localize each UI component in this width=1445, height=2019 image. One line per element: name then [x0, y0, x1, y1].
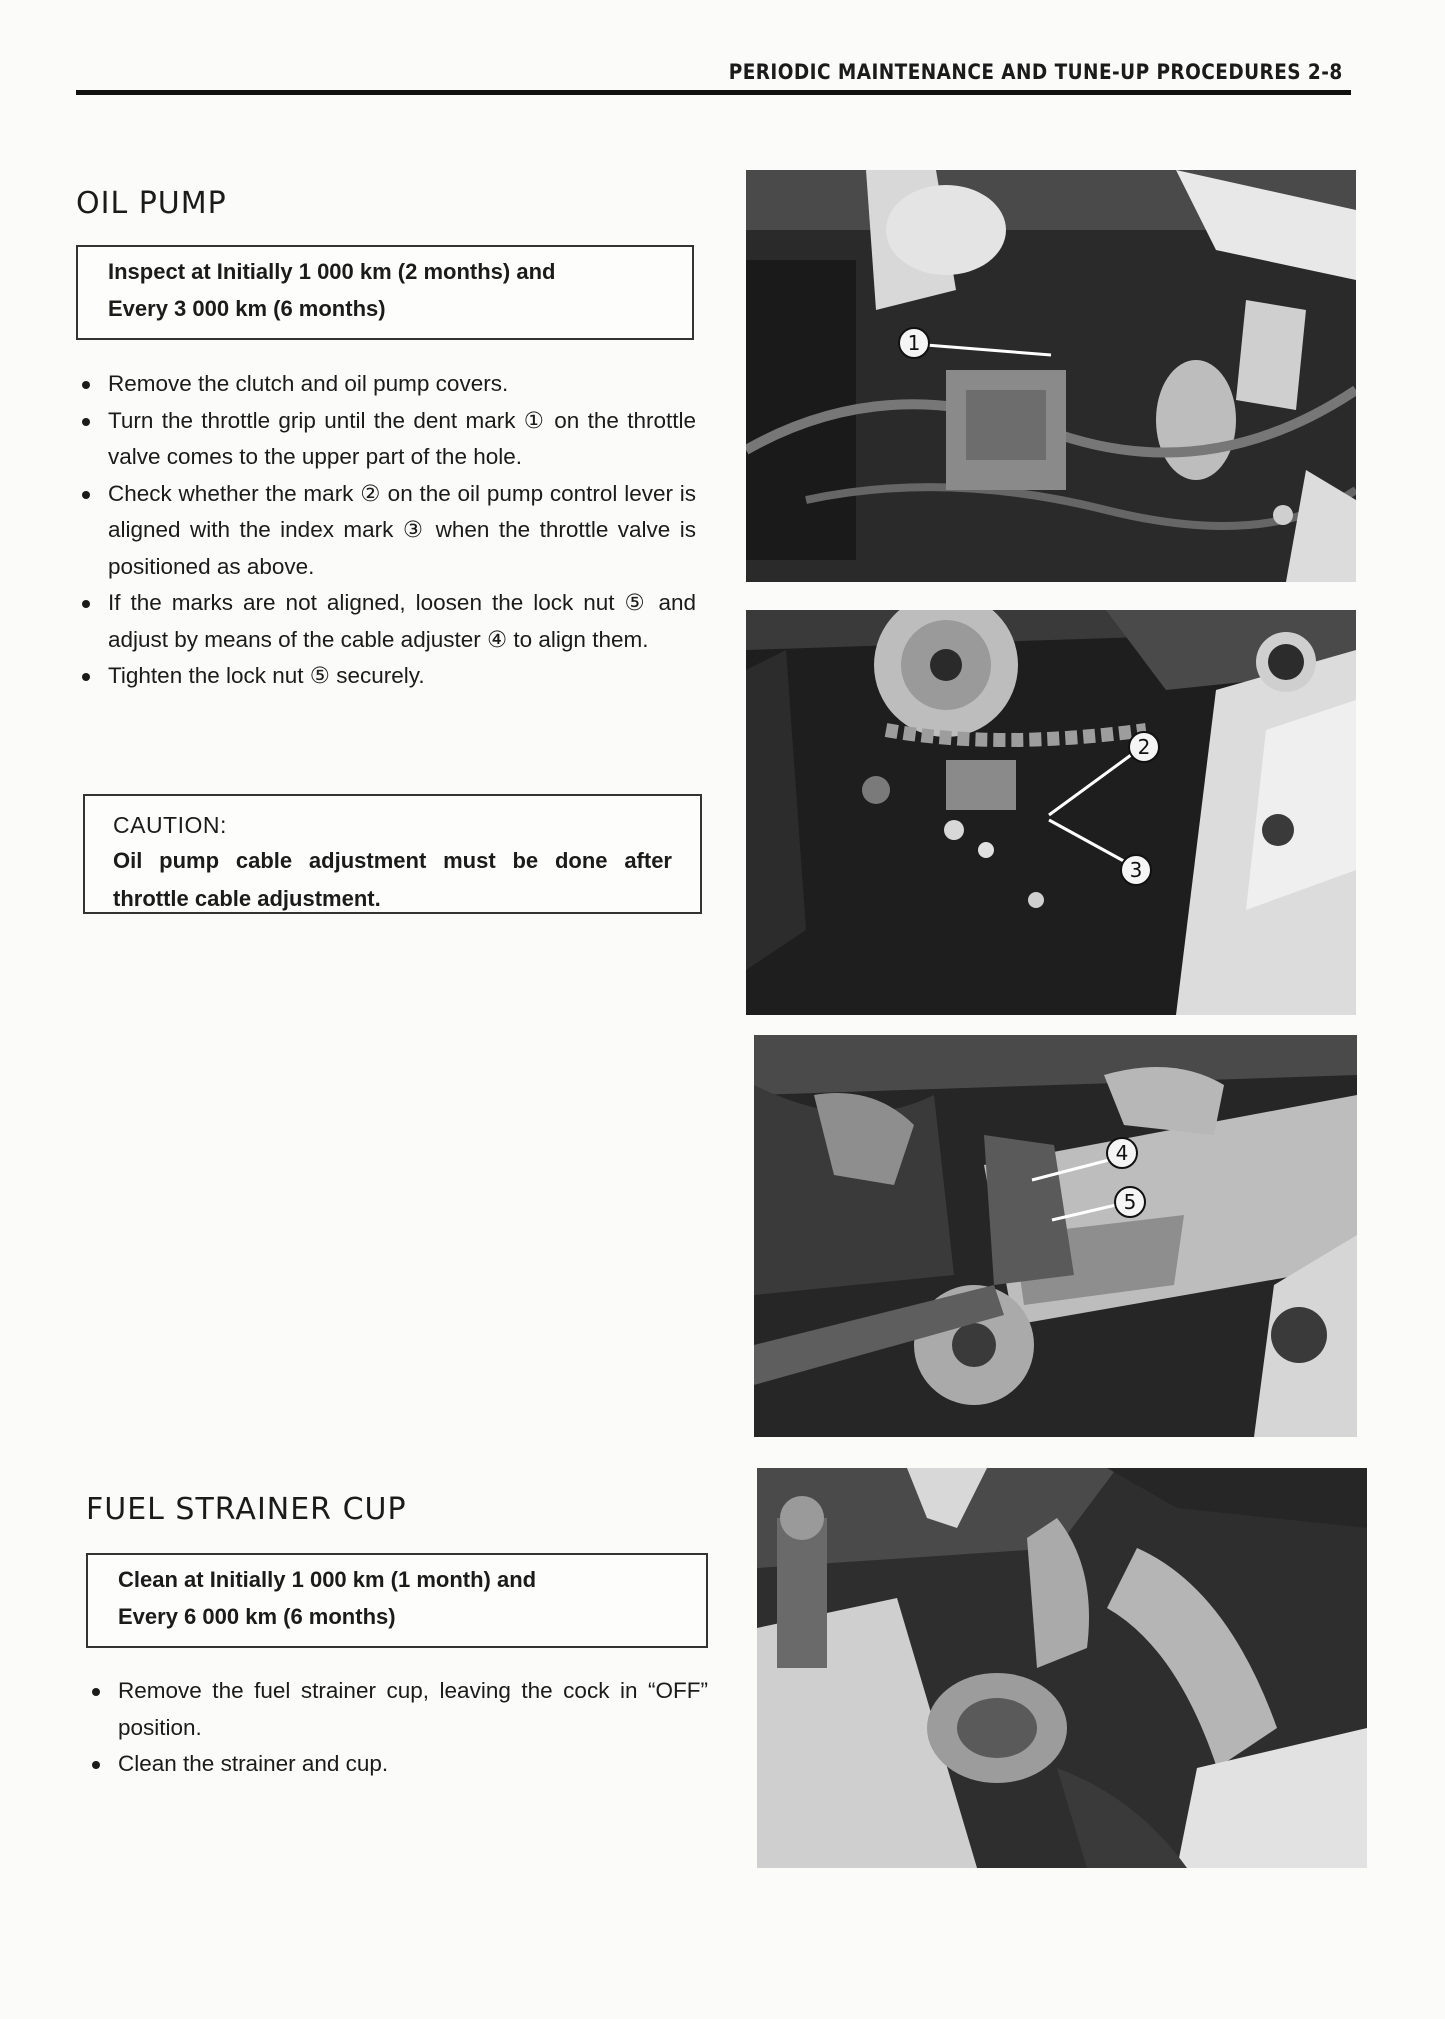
page-number: 2-8: [1308, 60, 1343, 84]
callout-4: 4: [1115, 1141, 1129, 1165]
photo-oil-pump-lever-image: [746, 610, 1356, 1015]
interval-line: Inspect at Initially 1 000 km (2 months) and: [108, 259, 556, 284]
callout-1: 1: [907, 331, 921, 355]
fuel-strainer-steps: [86, 1673, 708, 1783]
header-title: [729, 60, 1343, 84]
photo-fuel-strainer-image: [757, 1468, 1367, 1868]
callout-2: 2: [1137, 735, 1151, 759]
caution-text: Oil pump cable adjustment must be done after throttle cable adjustment.: [113, 848, 672, 911]
caution-box: [83, 794, 702, 914]
photo-oil-pump-lever: [746, 610, 1356, 1015]
step-item: Remove the fuel strainer cup, leaving the cock in “OFF” position.: [86, 1673, 708, 1746]
interval-line: Every 3 000 km (6 months): [108, 296, 386, 321]
photo-cable-adjuster-image: [754, 1035, 1357, 1437]
step-item: If the marks are not aligned, loosen the lock nut ⑤ and adjust by means of the cable adjuster ④ to align them.: [76, 585, 696, 658]
oil-pump-steps: [76, 366, 696, 695]
photo-throttle-valve-image: [746, 170, 1356, 582]
step-item: Check whether the mark ② on the oil pump control lever is aligned with the index mark ③ when the throttle valve is positioned as above.: [76, 476, 696, 586]
photo-throttle-valve: [746, 170, 1356, 582]
step-item: Clean the strainer and cup.: [86, 1746, 708, 1783]
interval-line: Every 6 000 km (6 months): [118, 1604, 396, 1629]
fuel-strainer-title: FUEL STRAINER CUP: [86, 1492, 407, 1527]
caution-title: CAUTION:: [113, 812, 227, 838]
callout-3: 3: [1129, 858, 1143, 882]
photo-fuel-strainer: [757, 1468, 1367, 1868]
interval-line: Clean at Initially 1 000 km (1 month) and: [118, 1567, 537, 1592]
header-title-text: PERIODIC MAINTENANCE AND TUNE-UP PROCEDURES: [729, 60, 1302, 84]
page-header: [76, 46, 1351, 95]
oil-pump-title: OIL PUMP: [76, 186, 227, 221]
step-item: Remove the clutch and oil pump covers.: [76, 366, 696, 403]
photo-cable-adjuster: [754, 1035, 1357, 1437]
step-item: Tighten the lock nut ⑤ securely.: [76, 658, 696, 695]
callout-5: 5: [1123, 1190, 1137, 1214]
oil-pump-interval-box: [76, 245, 694, 340]
fuel-strainer-interval-box: [86, 1553, 708, 1648]
step-item: Turn the throttle grip until the dent mark ① on the throttle valve comes to the upper part of the hole.: [76, 403, 696, 476]
